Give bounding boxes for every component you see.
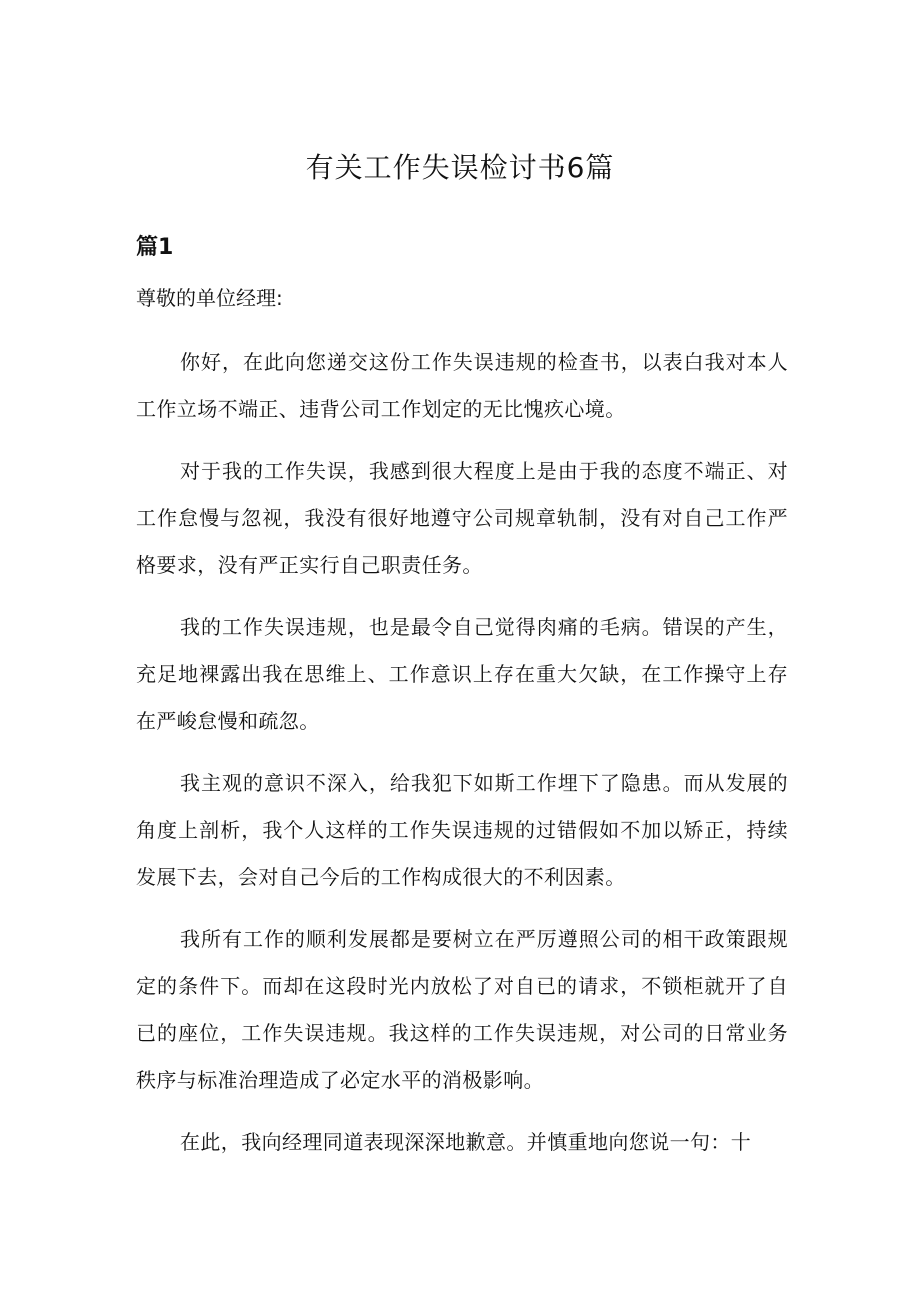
document-title: 有关工作失误检讨书6篇 bbox=[305, 151, 615, 184]
salutation: 尊敬的单位经理: bbox=[136, 286, 283, 310]
paragraph: 对于我的工作失误，我感到很大程度上是由于我的态度不端正、对工作怠慢与忽视，我没有很好地遵守公司规章轨制，没有对自己工作严格要求，没有严正实行自己职责任务。 bbox=[136, 459, 788, 577]
section-heading: 篇1 bbox=[136, 235, 174, 260]
paragraph: 你好，在此向您递交这份工作失误违规的检查书，以表白我对本人工作立场不端正、违背公司工作划定的无比愧疚心境。 bbox=[136, 350, 788, 421]
paragraph: 我所有工作的顺利发展都是要树立在严厉遵照公司的相干政策跟规定的条件下。而却在这段时光内放松了对自已的请求，不锁柜就开了自已的座位，工作失误违规。我这样的工作失误违规，对公司的日常业务秩序与标准治理造成了必定水平的消极影响。 bbox=[136, 927, 788, 1092]
body-text bbox=[136, 339, 788, 1181]
paragraph: 我主观的意识不深入，给我犯下如斯工作埋下了隐患。而从发展的角度上剖析，我个人这样的工作失误违规的过错假如不加以矫正，持续发展下去，会对自己今后的工作构成很大的不利因素。 bbox=[136, 771, 788, 889]
paragraph: 我的工作失误违规，也是最令自己觉得肉痛的毛病。错误的产生，充足地裸露出我在思维上、工作意识上存在重大欠缺，在工作操守上存在严峻怠慢和疏忽。 bbox=[136, 615, 788, 733]
paragraph: 在此，我向经理同道表现深深地歉意。并慎重地向您说一句：十 bbox=[180, 1130, 752, 1154]
